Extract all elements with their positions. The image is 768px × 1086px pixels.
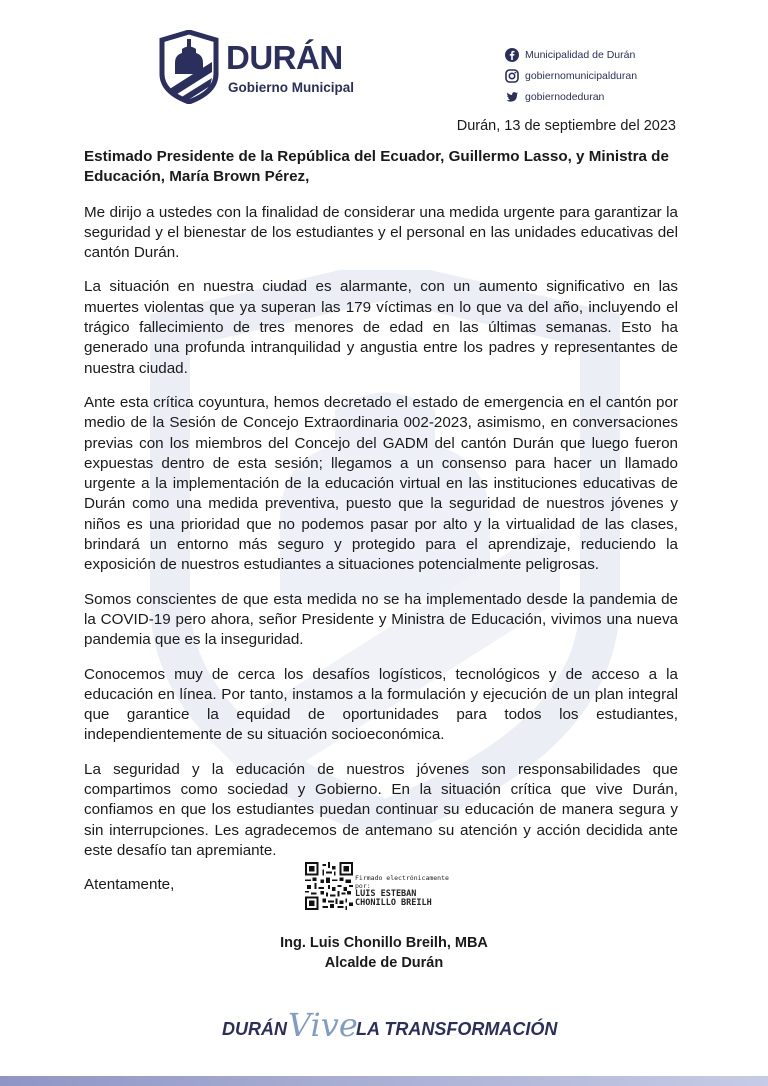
social-handle: gobiernomunicipalduran: [525, 69, 638, 82]
duran-crest-icon: [158, 30, 220, 104]
social-instagram[interactable]: [505, 65, 745, 86]
slogan-middle: Vive: [288, 1006, 358, 1044]
facebook-icon: [505, 48, 519, 62]
qr-code-icon: [305, 862, 353, 910]
signature-stamp: [355, 874, 465, 908]
letter-body: [84, 147, 678, 896]
electronic-signature: [305, 862, 465, 914]
letter-paragraph: Me dirijo a ustedes con la finalidad de considerar una medida urgente para garantizar la seguridad y el bienestar de los estudiantes y el personal en las unidades educativas del cantón Durán.: [84, 203, 678, 262]
brand-subtitle: Gobierno Municipal: [228, 80, 355, 95]
stamp-name-line1: LUIS ESTEBAN: [355, 889, 417, 899]
signer-block: [0, 933, 768, 973]
signer-title: Alcalde de Durán: [324, 955, 444, 971]
letter-paragraph: Conocemos muy de cerca los desafíos logísticos, tecnológicos y de acceso a la educación en línea. Por tanto, instamos a la formulación y ejecución de un plan integral que garantice la equidad de oportunidades para todos los estudiantes, independientemente de su situación socioeconómica.: [84, 665, 678, 744]
letter-paragraph: La seguridad y la educación de nuestros jóvenes son responsabilidades que compartimos como sociedad y Gobierno. En la situación crítica que vive Durán, confiamos en que los estudiantes puedan continuar su educación de manera segura y sin interrupciones. Les agradecemos de antemano su atención y acción decidida ante este desafío tan apremiante.: [84, 760, 678, 859]
stamp-name-line2: CHONILLO BREILH: [355, 898, 432, 908]
slogan-left: DURÁN: [222, 1019, 287, 1039]
social-handle: Municipalidad de Durán: [525, 48, 636, 61]
social-handle: gobiernodeduran: [525, 90, 605, 103]
brand-name: DURÁN: [226, 39, 343, 76]
social-links: [505, 44, 745, 107]
signer-name: Ing. Luis Chonillo Breilh, MBA: [280, 935, 488, 951]
instagram-icon: [505, 69, 519, 83]
letter-date: Durán, 13 de septiembre del 2023: [456, 118, 676, 134]
twitter-icon: [505, 90, 519, 104]
social-facebook[interactable]: [505, 44, 745, 65]
social-twitter[interactable]: [505, 86, 745, 107]
letter-closing: Atentamente,: [84, 876, 175, 894]
slogan-right: LA TRANSFORMACIÓN: [356, 1019, 558, 1039]
letter-paragraph: La situación en nuestra ciudad es alarmante, con un aumento significativo en las muertes violentas que ya superan las 179 víctimas en lo que va del año, incluyendo el trágico fallecimiento de tres menores de edad en las últimas semanas. Esto ha generado una profunda intranquilidad y angustia entre los padres y representantes de nuestra ciudad.: [84, 278, 678, 377]
letter-salutation: Estimado Presidente de la República del Ecuador, Guillermo Lasso, y Ministra de Educación, María Brown Pérez,: [84, 148, 669, 186]
footer-band: [0, 1076, 768, 1086]
letter-paragraph: Ante esta crítica coyuntura, hemos decretado el estado de emergencia en el cantón por medio de la Sesión de Concejo Extraordinaria 002-2023, asimismo, en conversaciones previas con los miembros del Concejo del GADM del cantón Durán que luego fueron expuestas dentro de esta sesión; llegamos a un consenso para hacer un llamado urgente a la implementación de la educación virtual en las instituciones educativas de Durán como una medida preventiva, puesto que la seguridad de nuestros jóvenes y niños es una prioridad que no podemos pasar por alto y la virtualidad de las clases, brindará un entorno más seguro y protegido para el aprendizaje, reduciendo la exposición de nuestros estudiantes a situaciones potencialmente peligrosas.: [84, 393, 678, 574]
municipal-logo: [158, 30, 368, 106]
letter-paragraph: Somos conscientes de que esta medida no se ha implementado desde la pandemia de la COVID-19 pero ahora, señor Presidente y Ministra de Educación, vivimos una nueva pandemia que es la inseguridad.: [84, 590, 678, 649]
stamp-caption: Firmado electrónicamente por:: [355, 874, 449, 890]
footer-slogan: [0, 1006, 768, 1056]
